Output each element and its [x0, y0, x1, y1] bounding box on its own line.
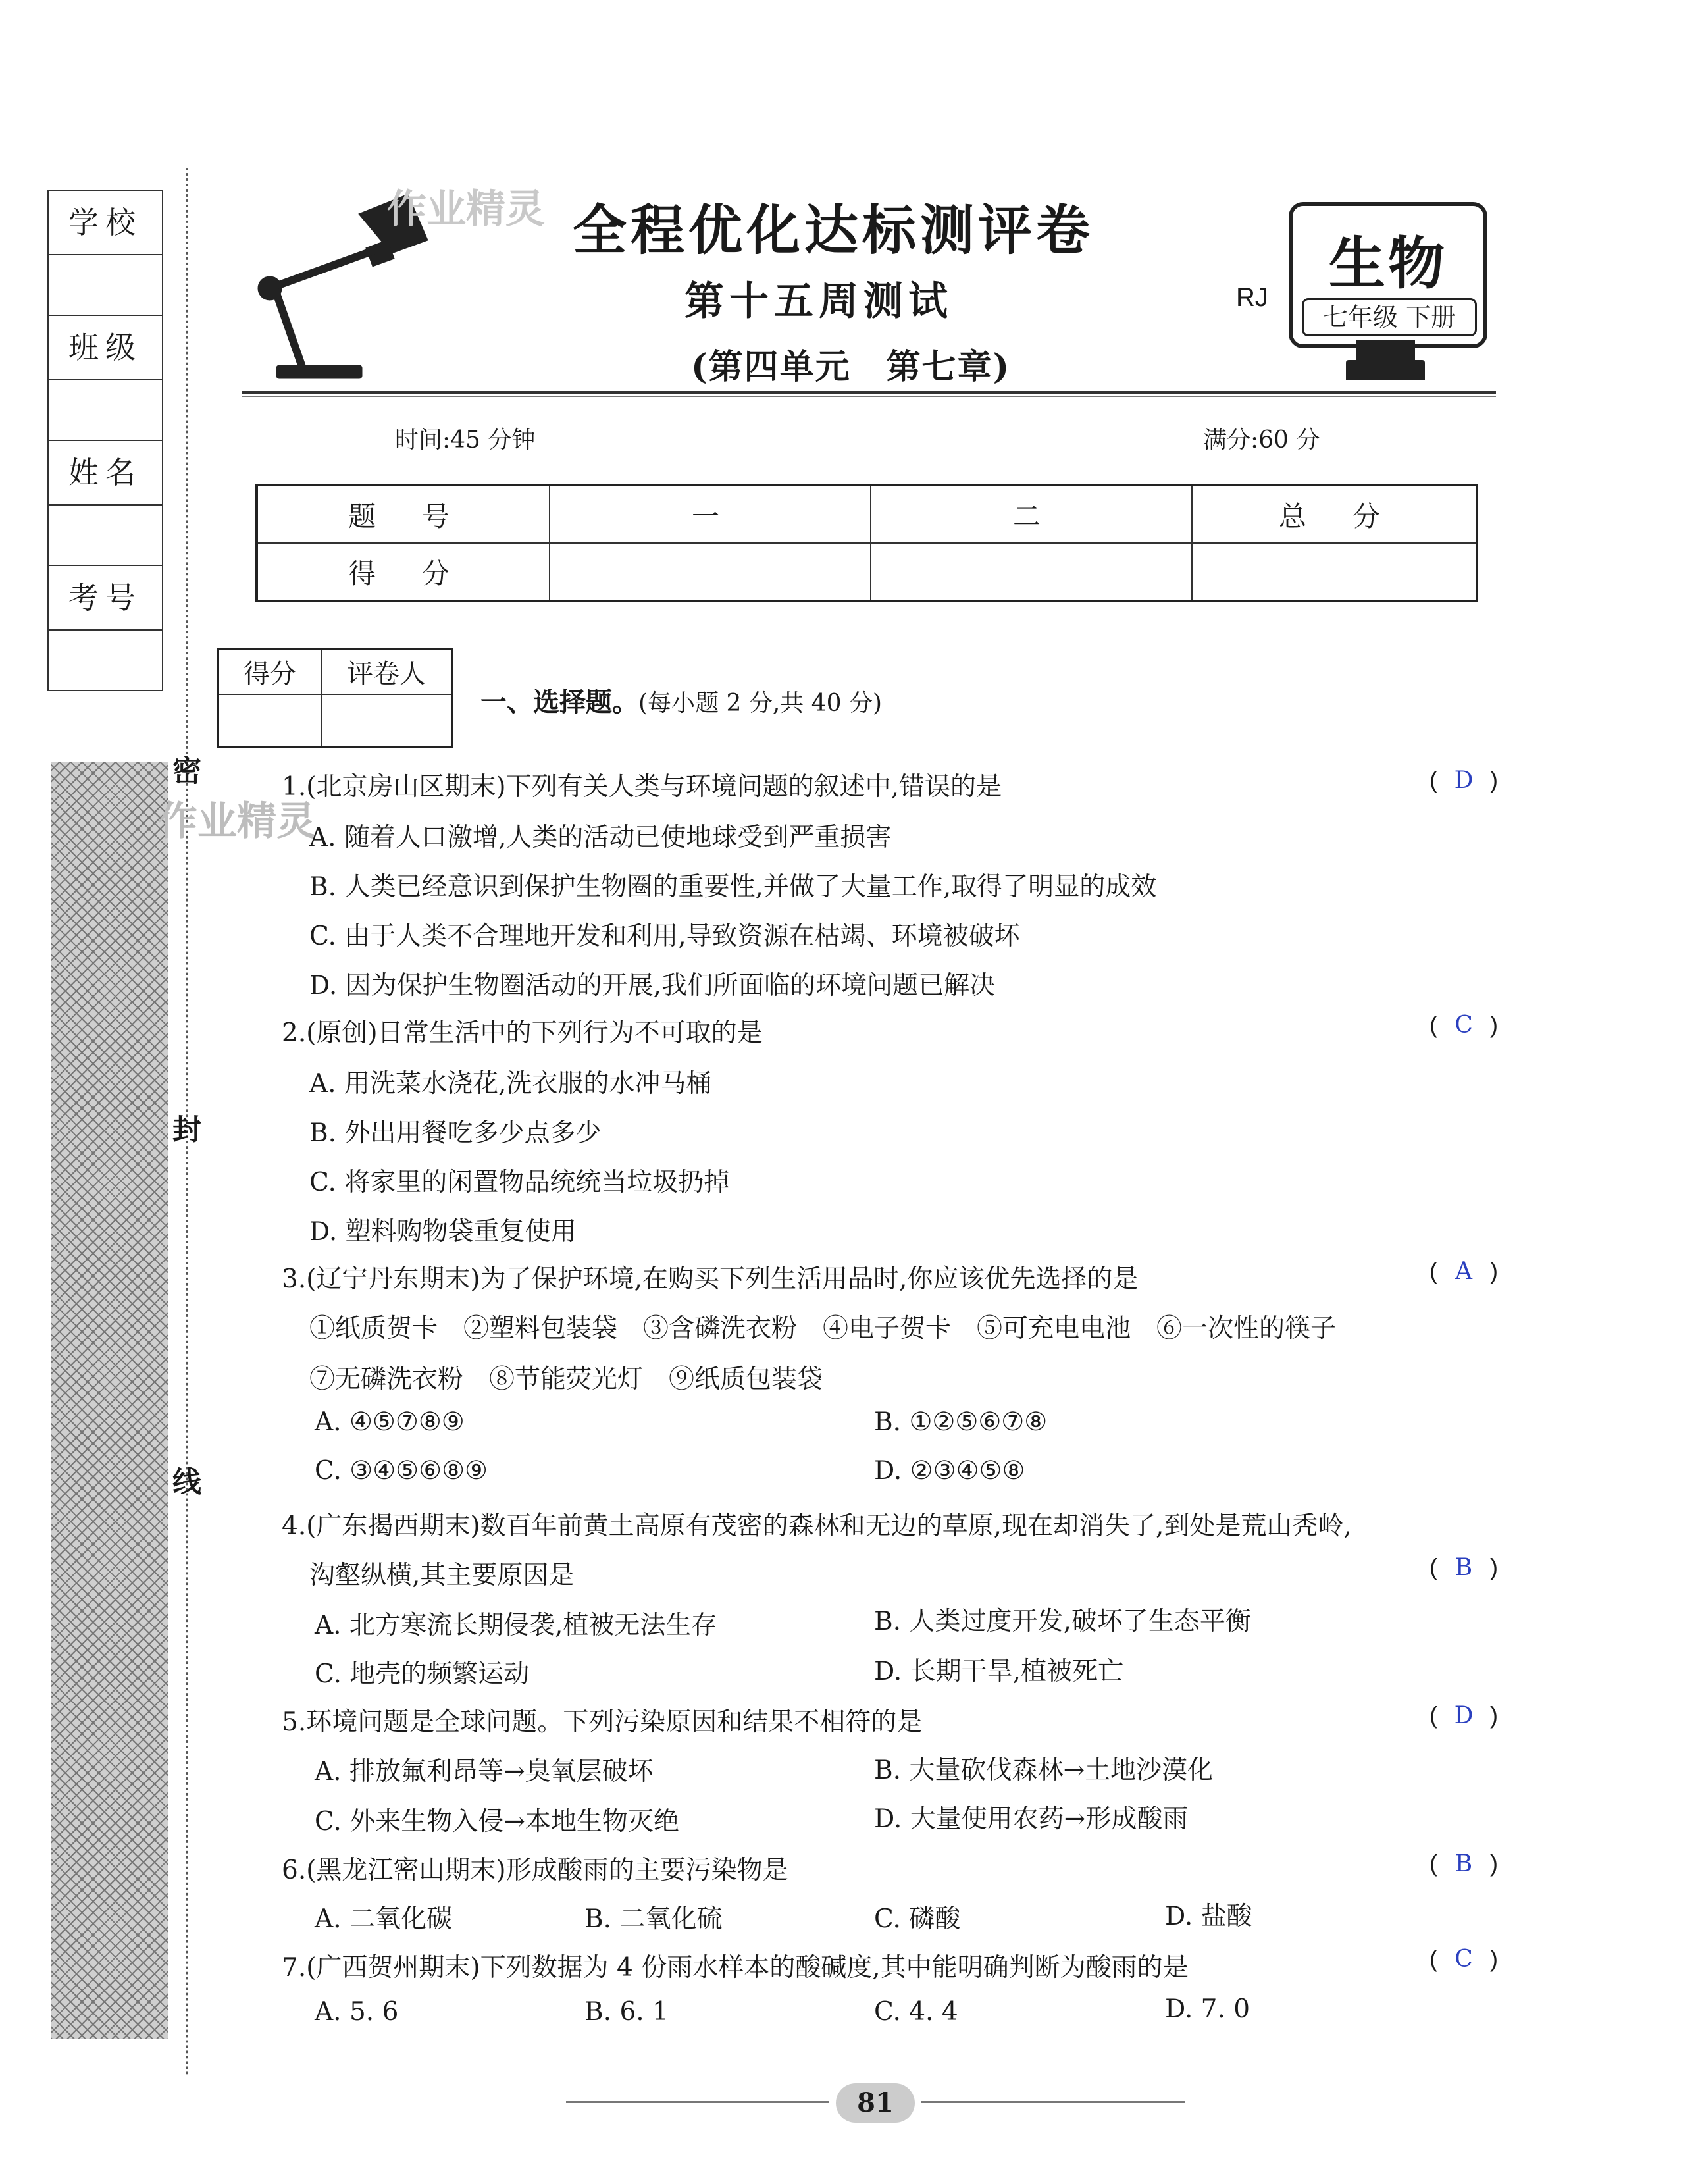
watermark-top: 作业精灵 [387, 187, 545, 231]
q5-answer[interactable]: ( D ) [1430, 1702, 1498, 1729]
score-row-label: 得 分 [257, 543, 550, 601]
q5-option-b: B. 大量砍伐森林→土地沙漠化 [874, 1755, 1214, 1785]
subject-name: 生物 [1329, 230, 1447, 297]
header-rule-thin [242, 396, 1496, 397]
score-header-label: 题 号 [257, 485, 550, 543]
score-cell-part1[interactable] [550, 543, 871, 601]
paper-range: (第四单元 第七章) [691, 347, 1011, 387]
score-cell-part2[interactable] [871, 543, 1192, 601]
q4-option-d: D. 长期干旱,植被死亡 [874, 1657, 1124, 1686]
q7-option-d: D. 7. 0 [1165, 1994, 1250, 2024]
exam-time: 时间:45 分钟 [395, 427, 536, 454]
name-field[interactable] [49, 506, 162, 566]
q2-stem: 2.(原创)日常生活中的下列行为不可取的是 [282, 1018, 763, 1048]
grader-name-cell[interactable] [321, 694, 452, 748]
q4-option-c: C. 地壳的频繁运动 [315, 1659, 530, 1689]
q6-option-b: B. 二氧化硫 [584, 1904, 723, 1934]
q2-option-c: C. 将家里的闲置物品统统当垃圾扔掉 [309, 1168, 730, 1197]
q5-option-c: C. 外来生物入侵→本地生物灭绝 [315, 1807, 679, 1836]
q2-option-a: A. 用洗菜水浇花,洗衣服的水冲马桶 [309, 1069, 712, 1099]
q4-stem: 4.(广东揭西期末)数百年前黄土高原有茂密的森林和无边的草原,现在却消失了,到处是荒山秃岭, [282, 1511, 1352, 1541]
grader-name-label: 评卷人 [321, 650, 452, 694]
q3-option-d: D. ②③④⑤⑧ [874, 1456, 1025, 1486]
q1-option-b: B. 人类已经意识到保护生物圈的重要性,并做了大量工作,取得了明显的成效 [309, 872, 1157, 902]
q4-stem-continued: 沟壑纵横,其主要原因是 [309, 1561, 575, 1590]
exam-number-field[interactable] [49, 631, 162, 689]
q3-answer[interactable]: ( A ) [1430, 1257, 1498, 1285]
score-header-part1: 一 [550, 485, 871, 543]
q1-stem: 1.(北京房山区期末)下列有关人类与环境问题的叙述中,错误的是 [282, 772, 1002, 802]
q4-option-a: A. 北方寒流长期侵袭,植被无法生存 [315, 1611, 717, 1640]
q4-answer[interactable]: ( B ) [1430, 1553, 1498, 1581]
section-heading [480, 681, 882, 719]
q6-option-d: D. 盐酸 [1165, 1902, 1252, 1931]
section-title: 一、选择题。 [480, 687, 638, 717]
grader-score-label: 得分 [219, 650, 322, 694]
subject-badge-base [1346, 360, 1425, 380]
q1-option-c: C. 由于人类不合理地开发和利用,导致资源在枯竭、环境被破坏 [309, 922, 1020, 951]
q7-option-a: A. 5. 6 [315, 1997, 399, 2027]
header-rule [242, 391, 1496, 394]
exam-number-label: 考号 [49, 566, 162, 631]
seal-char-mi: 密 [172, 754, 201, 788]
grader-table [217, 648, 453, 748]
q1-option-a: A. 随着人口激增,人类的活动已使地球受到严重损害 [309, 823, 892, 852]
subject-badge [1289, 202, 1487, 348]
q5-option-a: A. 排放氟利昂等→臭氧层破坏 [315, 1757, 654, 1786]
watermark-side: 作业精灵 [158, 799, 316, 843]
q1-option-d: D. 因为保护生物圈活动的开展,我们所面临的环境问题已解决 [309, 971, 996, 1001]
subject-grade: 七年级 下册 [1302, 298, 1477, 336]
q2-option-d: D. 塑料购物袋重复使用 [309, 1217, 577, 1247]
score-header-total: 总 分 [1192, 485, 1477, 543]
q3-items-line1: ①纸质贺卡 ②塑料包装袋 ③含磷洗衣粉 ④电子贺卡 ⑤可充电电池 ⑥一次性的筷子 [309, 1314, 1337, 1343]
subject-badge-stand [1356, 340, 1415, 360]
q3-stem: 3.(辽宁丹东期末)为了保护环境,在购买下列生活用品时,你应该优先选择的是 [282, 1264, 1139, 1294]
section-note: (每小题 2 分,共 40 分) [638, 690, 883, 717]
paper-title: 全程优化达标测评卷 [573, 199, 1095, 262]
school-label: 学校 [49, 191, 162, 255]
student-info-box [47, 190, 163, 691]
page-number: 81 [836, 2083, 915, 2123]
name-label: 姓名 [49, 441, 162, 506]
q5-stem: 5.环境问题是全球问题。下列污染原因和结果不相符的是 [282, 1707, 923, 1737]
q7-answer[interactable]: ( C ) [1430, 1945, 1498, 1973]
seal-char-xian: 线 [172, 1465, 201, 1499]
full-score: 满分:60 分 [1203, 427, 1320, 454]
q3-option-b: B. ①②⑤⑥⑦⑧ [874, 1407, 1048, 1437]
school-field[interactable] [49, 255, 162, 316]
q7-option-b: B. 6. 1 [584, 1997, 669, 2027]
class-label: 班级 [49, 316, 162, 380]
edition-label: RJ [1236, 283, 1268, 312]
q1-answer[interactable]: ( D ) [1430, 766, 1498, 794]
score-cell-total[interactable] [1192, 543, 1477, 601]
q2-option-b: B. 外出用餐吃多少点多少 [309, 1118, 602, 1148]
binding-hatch-pattern [51, 762, 168, 2039]
q3-option-a: A. ④⑤⑦⑧⑨ [315, 1407, 465, 1437]
q6-option-a: A. 二氧化碳 [315, 1904, 452, 1934]
q3-option-c: C. ③④⑤⑥⑧⑨ [315, 1456, 488, 1486]
score-header-part2: 二 [871, 485, 1192, 543]
q7-option-c: C. 4. 4 [874, 1997, 958, 2027]
footer-ornament-right [921, 2101, 1185, 2103]
paper-subtitle: 第十五周测试 [684, 278, 953, 325]
seal-char-feng: 封 [172, 1113, 201, 1147]
q3-items-line2: ⑦无磷洗衣粉 ⑧节能荧光灯 ⑨纸质包装袋 [309, 1365, 823, 1394]
grader-score-cell[interactable] [219, 694, 322, 748]
q4-option-b: B. 人类过度开发,破坏了生态平衡 [874, 1607, 1251, 1636]
score-table [255, 484, 1478, 602]
q2-answer[interactable]: ( C ) [1430, 1011, 1498, 1039]
q6-answer[interactable]: ( B ) [1430, 1850, 1498, 1877]
footer-ornament-left [566, 2101, 829, 2103]
q5-option-d: D. 大量使用农药→形成酸雨 [874, 1804, 1189, 1834]
class-field[interactable] [49, 380, 162, 441]
q6-stem: 6.(黑龙江密山期末)形成酸雨的主要污染物是 [282, 1856, 788, 1885]
q6-option-c: C. 磷酸 [874, 1904, 961, 1934]
q7-stem: 7.(广西贺州期末)下列数据为 4 份雨水样本的酸碱度,其中能明确判断为酸雨的是 [282, 1953, 1189, 1983]
